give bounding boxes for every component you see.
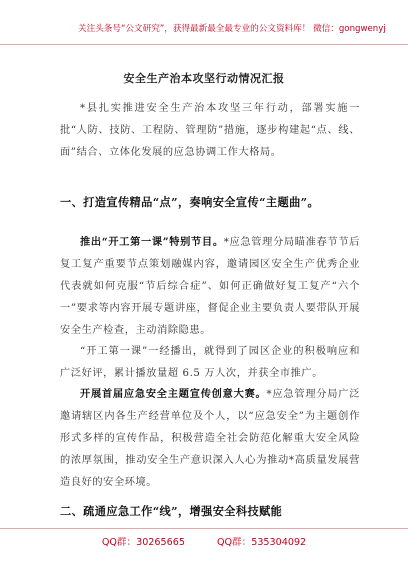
paragraph-3-lead: 开展首届应急安全主题宣传创意大赛。 xyxy=(80,388,267,400)
banner-text: 关注头条号“公文研究”，获得最新最全最专业的公文资料库！ 微信：gongwenyj xyxy=(78,24,386,34)
footer-qq-group-1: QQ群：30265665 xyxy=(101,537,185,548)
paragraph-2: “开工第一课”一经播出，就得到了园区企业的积极响应和广泛好评，累计播放量超 6.5 万人次，并获全市推广。 xyxy=(60,346,360,379)
top-banner xyxy=(0,0,408,45)
document-title: 安全生产治本攻坚行动情况汇报 xyxy=(123,72,285,85)
paragraph-1-lead: 推出“开工第一课”特别节目。 xyxy=(80,236,224,248)
intro-paragraph: *县扎实推进安全生产治本攻坚三年行动，部署实施一批“人防、技防、工程防、管理防”措施，逐步构建起“点、线、面”结合、立体化发展的应急协调工作大格局。 xyxy=(60,103,360,158)
footer-contact xyxy=(0,534,408,548)
paragraph-3-body: *应急管理分局广泛邀请辖区内各生产经营单位及个人，以“应急安全”为主题创作形式多样的宣传作品，积极营造全社会防范化解重大安全风险的浓厚氛围，推动安全生产意识深入人心为推动*高质量发展营造良好的安全环境。 xyxy=(60,389,360,488)
footer-divider xyxy=(0,528,408,529)
paragraph-1 xyxy=(60,231,360,342)
section-heading-1: 一、打造宣传精品“点”，奏响安全宣传“主题曲”。 xyxy=(60,195,320,209)
paragraph-1-body: *应急管理分局瞄准春节节后复工复产重要节点策划融媒内容，邀请园区安全生产优秀企业代表就如何克服“节后综合症”、如何正确做好复工复产“六个一”要求等内容开展专题讲座，督促企业主要负责人要带队开展安全生产检查，主动消除隐患。 xyxy=(60,237,360,336)
section-heading-2: 二、疏通应急工作“线”，增强安全科技赋能 xyxy=(60,504,283,518)
footer-qq-group-2: QQ群：535304092 xyxy=(216,537,307,548)
paragraph-3 xyxy=(60,383,360,494)
